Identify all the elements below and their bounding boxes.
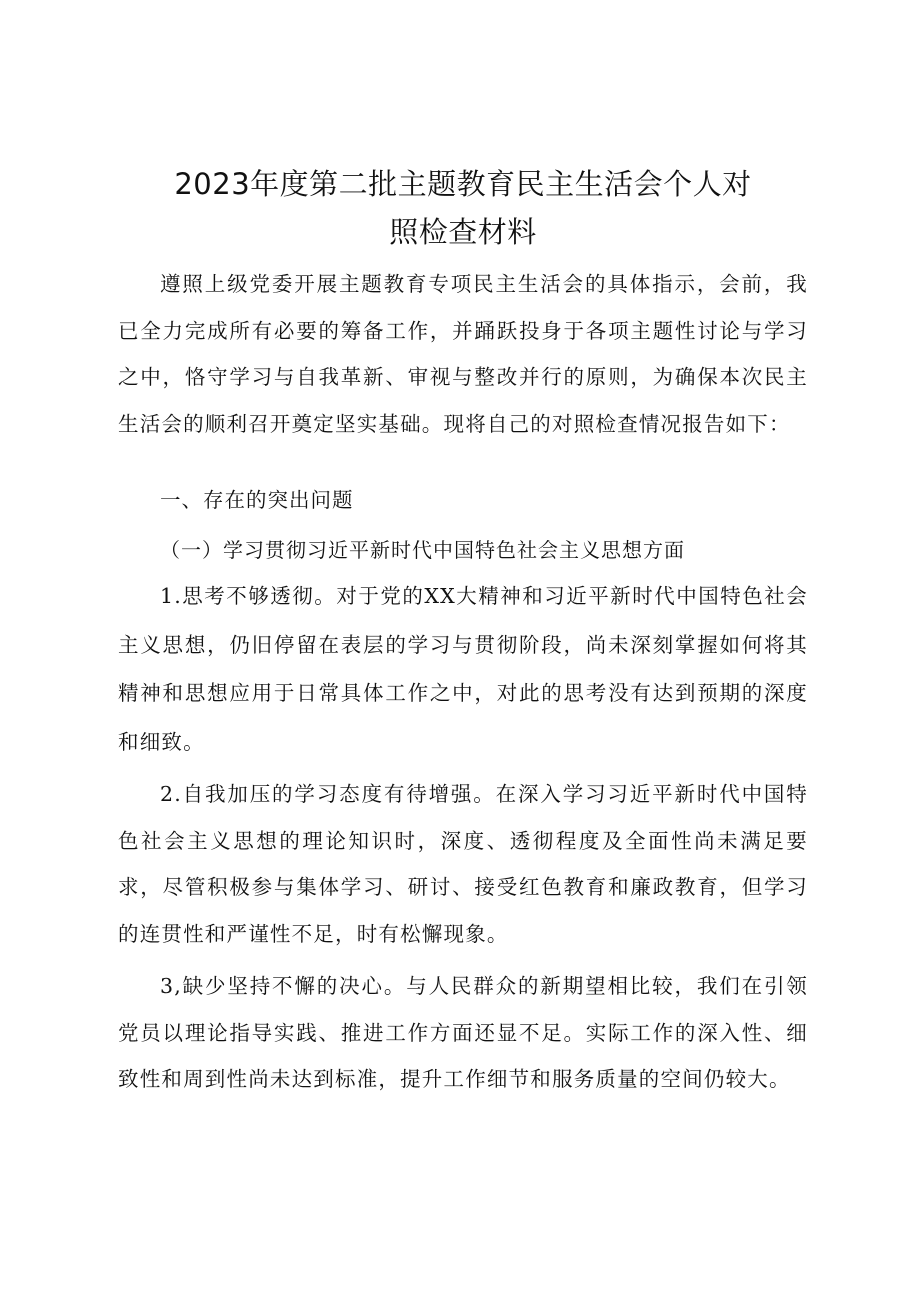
problem-item-1 [118, 572, 808, 766]
document-title-line-1: 2023年度第二批主题教育民主生活会个人对 [174, 167, 752, 201]
item-body: 对于党的XX大精神和习近平新时代中国特色社会主义思想，仍旧停留在表层的学习与贯彻阶段，尚未深刻掌握如何将其精神和思想应用于日常具体工作之中，对此的思考没有达到预期的深度和细致。 [118, 584, 808, 754]
problem-item-2 [118, 771, 808, 957]
item-lead: 自我加压的学习态度有待增强 [181, 782, 474, 806]
item-number: 3, [160, 974, 182, 998]
item-number: 1. [160, 584, 182, 608]
item-body: 。在深入学习习近平新时代中国特色社会主义思想的理论知识时，深度、透彻程度及全面性尚未满足要求，尽管积极参与集体学习、研讨、接受红色教育和廉政教育，但学习的连贯性和严谨性不足，时有松懈现象。 [118, 782, 808, 946]
subsection-heading-1: （一）学习贯彻习近平新时代中国特色社会主义思想方面 [160, 538, 685, 562]
intro-paragraph: 遵照上级党委开展主题教育专项民主生活会的具体指示，会前，我已全力完成所有必要的筹备工作，并踊跃投身于各项主题性讨论与学习之中，恪守学习与自我革新、审视与整改并行的原则，为确保本次民主生活会的顺利召开奠定坚实基础。现将自己的对照检查情况报告如下： [118, 272, 808, 436]
item-lead: 思考不够透彻。 [181, 584, 337, 608]
problem-item-3 [118, 963, 808, 1103]
item-lead: 缺少坚持不懈的决心。 [181, 974, 407, 998]
document-title-line-2: 照检查材料 [389, 215, 537, 249]
item-number: 2. [160, 782, 182, 806]
section-heading-1: 一、存在的突出问题 [160, 488, 354, 512]
item-body: 与人民群众的新期望相比较，我们在引领党员以理论指导实践、推进工作方面还显不足。实际工作的深入性、细致性和周到性尚未达到标准，提升工作细节和服务质量的空间仍较大。 [118, 974, 809, 1091]
